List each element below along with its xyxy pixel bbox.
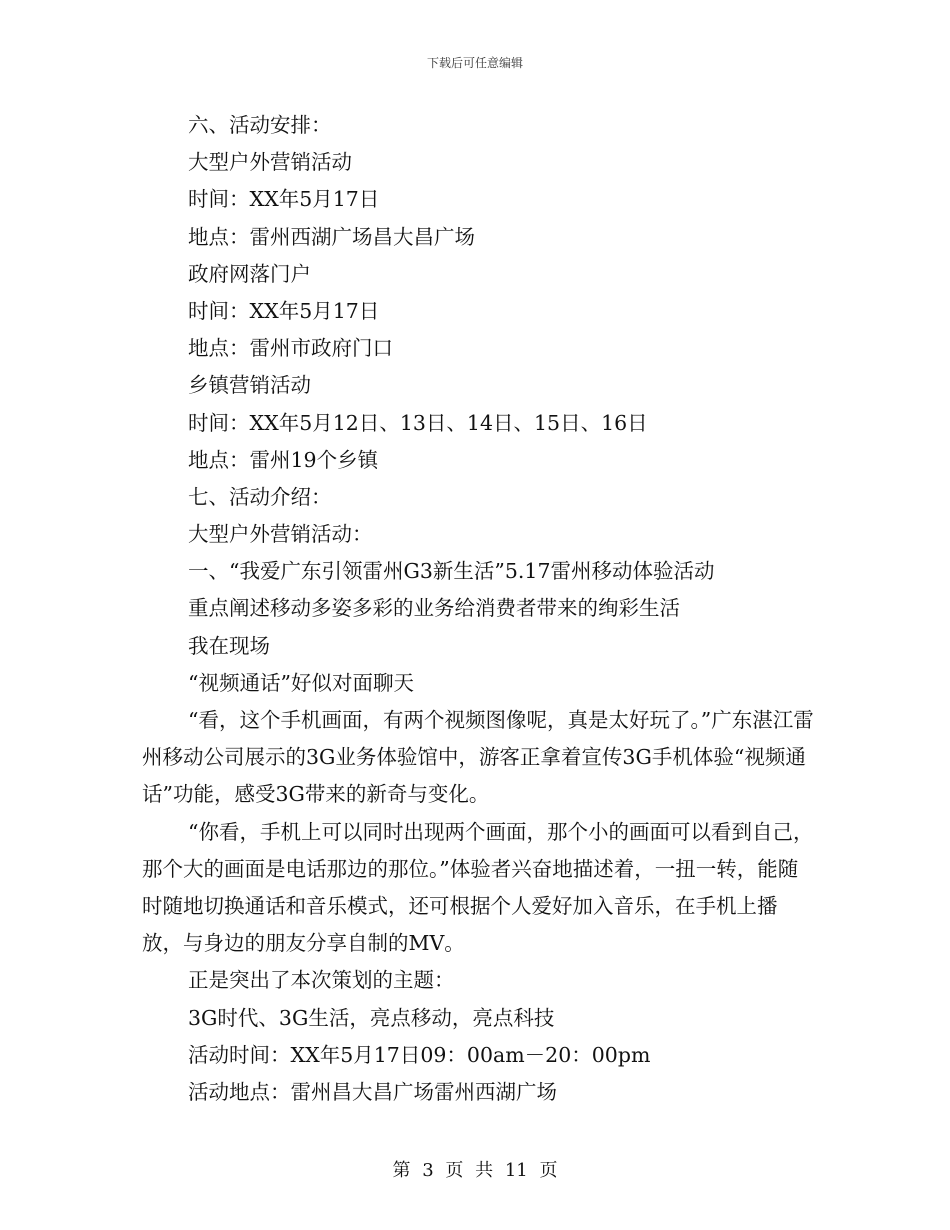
body-paragraph: “看，这个手机画面，有两个视频图像呢，真是太好玩了。”广东湛江雷州移动公司展示的3G业务体验馆中，游客正拿着宣传3G手机体验“视频通话”功能，感受3G带来的新奇与变化。: [142, 708, 814, 807]
text-line: 地点：雷州市政府门口: [188, 336, 393, 361]
page-indicator: 第 3 页 共 11 页: [392, 1160, 558, 1181]
text-line: 活动地点：雷州昌大昌广场雷州西湖广场: [188, 1079, 557, 1104]
text-line: 一、“我爱广东引领雷州G3新生活”5.17雷州移动体验活动: [188, 559, 715, 584]
body-paragraph: “你看，手机上可以同时出现两个画面，那个小的画面可以看到自己，那个大的画面是电话那边的那位。”体验者兴奋地描述着，一扭一转，能随时随地切换通话和音乐模式，还可根据个人爱好加入音乐，在手机上播放，与身边的朋友分享自制的MV。: [142, 819, 814, 956]
text-line: 大型户外营销活动：: [188, 522, 373, 547]
text-line: 大型户外营销活动: [188, 150, 352, 175]
text-line: 我在现场: [188, 633, 270, 658]
text-line: 乡镇营销活动: [188, 373, 311, 398]
text-line: 地点：雷州19个乡镇: [188, 447, 379, 472]
text-line: 重点阐述移动多姿多彩的业务给消费者带来的绚彩生活: [188, 596, 680, 621]
text-line: 正是突出了本次策划的主题：: [188, 968, 455, 993]
text-line: 时间：XX年5月17日: [188, 298, 380, 323]
section-heading-schedule: 六、活动安排：: [188, 113, 332, 137]
header-note: 下载后可任意编辑: [426, 56, 523, 70]
text-line: “视频通话”好似对面聊天: [188, 670, 414, 695]
text-line: 时间：XX年5月12日、13日、14日、15日、16日: [188, 410, 648, 435]
text-line: 地点：雷州西湖广场昌大昌广场: [188, 224, 475, 249]
text-line: 政府网落门户: [188, 261, 311, 286]
section-heading-intro: 七、活动介绍：: [188, 484, 332, 509]
text-line: 时间：XX年5月17日: [188, 187, 380, 212]
document-body: [142, 107, 822, 1111]
text-line: 活动时间：XX年5月17日09：00am－20：00pm: [188, 1042, 651, 1067]
text-line: 3G时代、3G生活，亮点移动，亮点科技: [188, 1005, 555, 1030]
